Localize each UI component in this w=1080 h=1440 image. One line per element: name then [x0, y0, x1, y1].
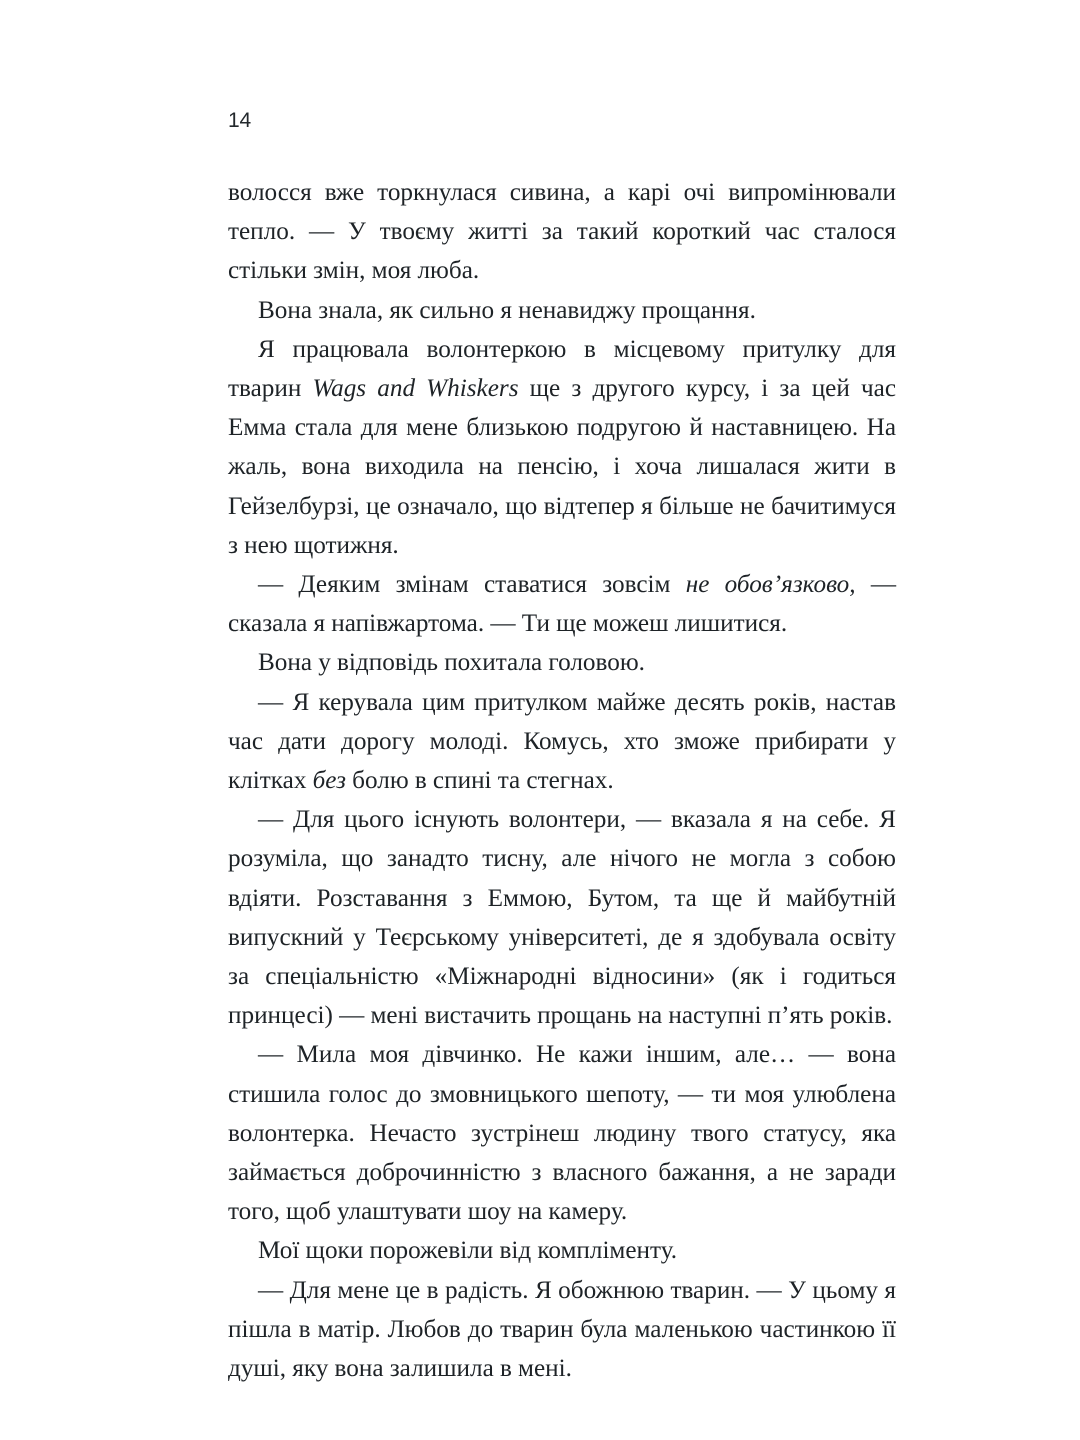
emphasis-text: без	[312, 767, 346, 795]
body-text: — сказала я напівжартома. — Ти ще можеш лишитися.	[228, 571, 897, 638]
body-paragraph	[228, 800, 896, 1035]
body-text: Вона знала, як сильно я ненавиджу прощання.	[258, 296, 756, 324]
body-paragraph	[228, 1271, 896, 1389]
body-paragraph	[228, 683, 896, 801]
page-number: 14	[228, 109, 251, 132]
body-text: болю в спині та стегнах.	[345, 767, 614, 795]
body-text: — Для мене це в радість. Я обожнюю тварин. — У цьому я пішла в матір. Любов до тварин була маленькою частинкою її душі, яку вона залишила в мені.	[228, 1276, 896, 1383]
body-text: ще з другого курсу, і за цей час Емма стала для мене близькою подругою й наставницею. На жаль, вона виходила на пенсію, і хоча лишалася жити в Гейзелбурзі, це означало, що відтепер я більше не бачитимуся з нею щотижня.	[228, 375, 896, 559]
body-paragraph	[228, 565, 896, 643]
body-text: — Для цього існують волонтери, — вказала я на себе. Я розуміла, що занадто тисну, але нічого не могла з собою вдіяти. Розставання з Еммою, Бутом, та ще й майбутній випускний у Теєрському університеті, де я здобувала освіту за спеціальністю «Міжнародні відносини» (як і годиться принцесі) — мені вистачить прощань на наступні п’ять років.	[228, 806, 896, 1030]
emphasis-text: не обов’язково,	[685, 571, 856, 599]
body-text: — Я керувала цим притулком майже десять років, настав час дати дорогу молоді. Комусь, хто зможе прибирати у клітках	[228, 688, 896, 795]
body-text: Вона у відповідь похитала головою.	[258, 649, 645, 677]
body-text: — Мила моя дівчинко. Не кажи іншим, але… — вона стишила голос до змовницького шепоту, — ти моя улюблена волонтерка. Нечасто зустрінеш людину твого статусу, яка займається доброчинністю з власного бажання, а не заради того, щоб улаштувати шоу на камеру.	[228, 1041, 896, 1226]
body-text-column	[228, 173, 896, 1388]
body-paragraph	[228, 291, 896, 330]
emphasis-text: Wags and Whiskers	[312, 375, 519, 403]
body-text: волосся вже торкнулася сивина, а карі очі випромінювали тепло. — У твоєму житті за такий короткий час сталося стільки змін, моя люба.	[228, 179, 896, 285]
body-text: — Деяким змінам ставатися зовсім	[258, 571, 686, 599]
body-paragraph	[228, 330, 896, 565]
body-paragraph	[228, 1035, 896, 1231]
body-paragraph	[228, 173, 896, 291]
body-paragraph	[228, 643, 896, 682]
body-text: Мої щоки порожевіли від компліменту.	[258, 1237, 678, 1265]
body-paragraph	[228, 1231, 896, 1270]
body-text: Я працювала волонтеркою в місцевому притулку для тварин	[228, 335, 896, 403]
